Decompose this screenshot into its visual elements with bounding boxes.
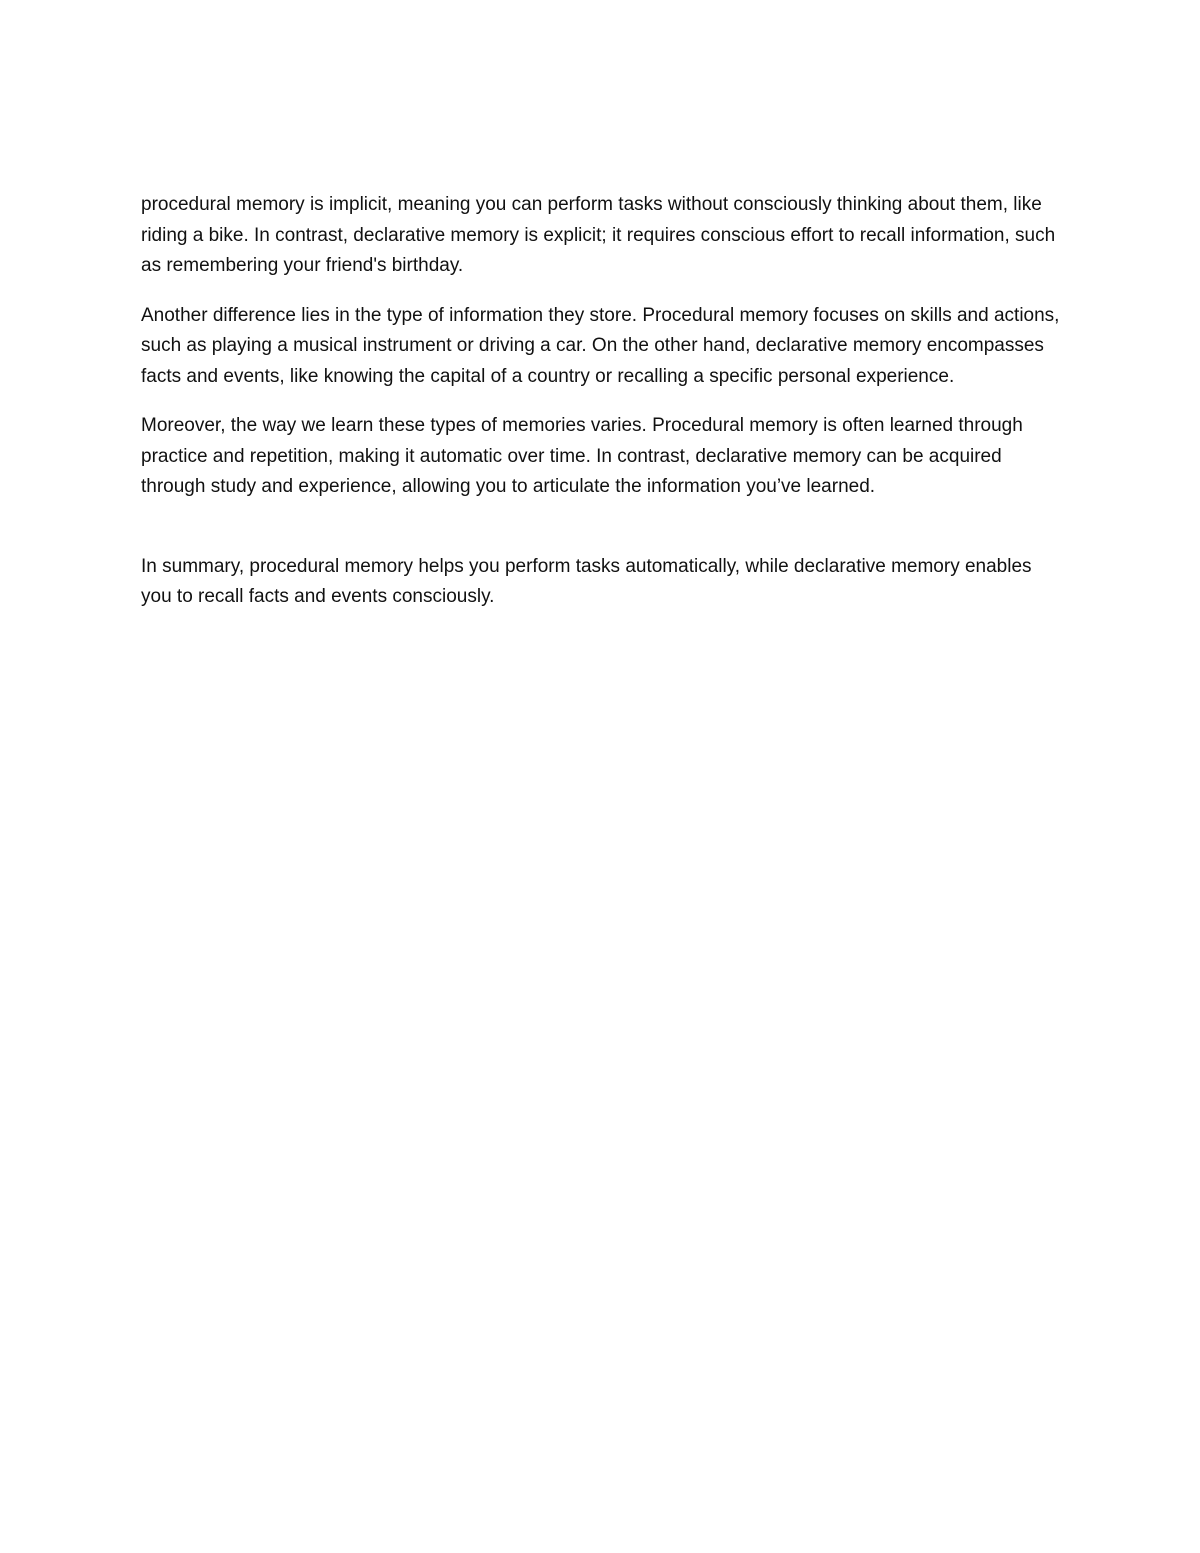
paragraph-summary: In summary, procedural memory helps you perform tasks automatically, while declarative memory enables you to recall facts and events consciously. (141, 555, 1032, 607)
paragraph-implicit-explicit: procedural memory is implicit, meaning you can perform tasks without consciously thinking about them, like riding a bike. In contrast, declarative memory is explicit; it requires conscious effort to recall information, such as remembering your friend's birthday. (141, 194, 1056, 276)
paragraph-information-type: Another difference lies in the type of information they store. Procedural memory focuses on skills and actions, such as playing a musical instrument or driving a car. On the other hand, declarative memory encompasses facts and events, like knowing the capital of a country or recalling a specific personal experience. (141, 304, 1060, 387)
document-body (141, 190, 1061, 632)
paragraph-learning: Moreover, the way we learn these types of memories varies. Procedural memory is often learned through practice and repetition, making it automatic over time. In contrast, declarative memory can be acquired through study and experience, allowing you to articulate the information you’ve learned. (141, 415, 1023, 497)
